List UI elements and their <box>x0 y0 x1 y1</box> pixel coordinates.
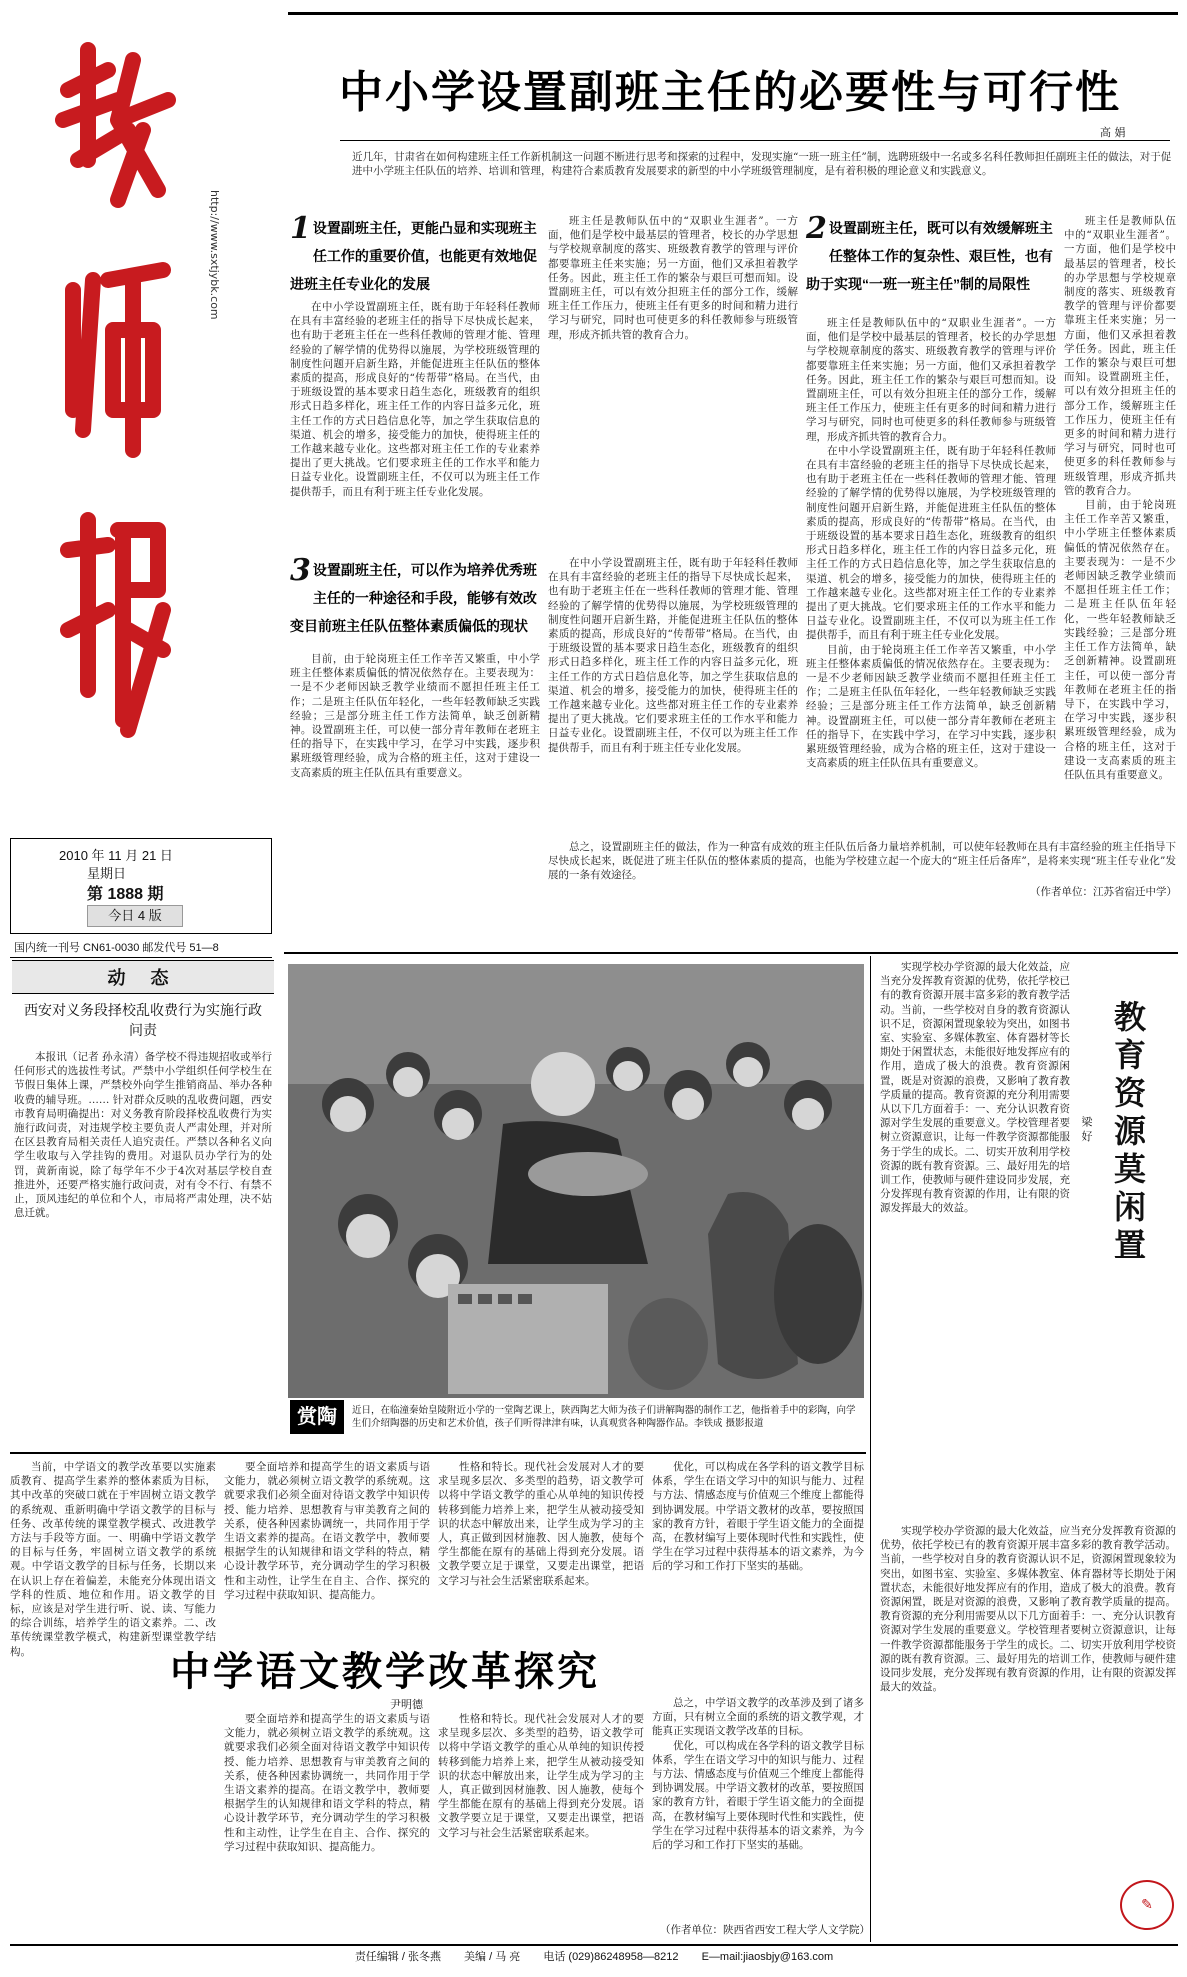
logo-calligraphy <box>48 30 178 830</box>
footer-layout: 美编 / 马 亮 <box>464 1951 521 1963</box>
section-heading: 设置副班主任，既可以有效缓解班主任整体工作的复杂性、艰巨性，也有助于实现“一班一班主任”制的局限性 <box>806 220 1053 292</box>
edu-article-title: 教育资源莫闲置 <box>1110 1000 1146 1266</box>
photo-label: 赏陶 <box>290 1400 344 1434</box>
footer-phone: 电话 (029)86248958—8212 <box>543 1951 679 1963</box>
section-number: 1 <box>290 211 311 246</box>
article2-col2 <box>224 1460 430 1630</box>
article1-s2-body-b <box>1064 214 1176 832</box>
paragraph: 要全面培养和提高学生的语文素质与语文能力，就必须树立语文教学的系统观。这就要求我们必须全面对待语文教学中知识传授、能力培养、思想教育与审美教育之间的关系，使各种因素协调统一，共同作用于学生语文素养的提高。在语文教学中，教师要根据学生的认知规律和语文学科的特点，精心设计教学环节，充分调动学生的学习积极性和主动性，让学生在自主、合作、探究的学习过程中获取知识、提高能力。 <box>224 1713 430 1853</box>
article1-s2-body-a <box>806 316 1056 832</box>
newspaper-logo <box>48 30 178 850</box>
issue-number: 第 1888 期 <box>87 886 164 903</box>
paragraph: 目前，由于轮岗班主任工作辛苦又繁重，中小学班主任整体素质偏低的情况依然存在。主要表现为：一是不少老师因缺乏教学业绩而不愿担任班主任工作；二是班主任队伍年轻化，一些年轻教师缺乏实践经验；三是部分班主任工作方法简单，缺乏创新精神。设置副班主任，可以使一部分青年教师在老班主任的指导下，在实践中学习，在学习中实践，逐步积累班级管理经验，成为合格的班主任，这对于建设一支高素质的班主任队伍具有重要意义。 <box>806 643 1056 770</box>
issue-date: 2010 年 11 月 21 日 <box>59 848 173 863</box>
article2-col4b <box>652 1696 864 1896</box>
article1-s1-body-b <box>548 214 798 550</box>
article2-col2b <box>224 1712 430 1938</box>
article1-s1-head <box>290 211 540 294</box>
paragraph: 优化，可以构成在各学科的语文教学目标体系，学生在语文学习中的知识与能力、过程与方法、情感态度与价值观三个维度上都能得到协调发展。中学语文教材的改革，要按照国家的教育方针，着眼于学生语文能力的全面提高，在教材编写上要体现时代性和实践性，使学生在学习过程中获得基本的语文素养，为今后的学习和工作打下坚实的基础。 <box>652 1461 864 1573</box>
caption-text: 近日，在临潼秦始皇陵附近小学的一堂陶艺课上，陕西陶艺大师为孩子们讲解陶器的制作工艺，他指着手中的彩陶，向学生们介绍陶器的历史和艺术价值，孩子们听得津津有味，认真观赏各种陶器作品。李铁成 摄影报道 <box>352 1405 856 1429</box>
article2-col3 <box>438 1460 644 1630</box>
paragraph: 在中小学设置副班主任，既有助于年轻科任教师在具有丰富经验的老班主任的指导下尽快成长起来，也有助于老班主任在一些科任教师的管理才能、管理经验的了解学情的优势得以施展，为学校班级管理的制度性问题开启新生路，并能促进班主任队伍的整体素质的提高，形成良好的“传帮带”格局。在当代，由于班级设置的基本要求日趋生态化，班级教育的组织形式日趋多样化，班主任工作的内容日益多元化，班主任工作的方式日趋信息化等，加之学生获取信息的渠道、机会的增多，接受能力的加快，使得班主任的工作越来越专业化。这些都对班主任工作的专业素养提出了更大挑战。它们要求班主任的工作水平和能力日益专业化。设置副班主任，不仅可以为班主任工作提供帮手，而且有利于班主任专业化发展。 <box>290 301 540 498</box>
article1-s3-body-a <box>290 652 540 834</box>
news-body <box>14 1050 272 1430</box>
article1-author: 高 娟 <box>1100 126 1126 139</box>
divider <box>284 952 1178 954</box>
paragraph: 性格和特长。现代社会发展对人才的要求呈现多层次、多类型的趋势，语文教学可以将中学语文教学的重心从单纯的知识传授转移到能力培养上来，把学生从被动接受知识的状态中解放出来，让学生成为学习的主人，真正做到因材施教、因人施教，使每个学生都能在原有的基础上得到充分发展。语文教学要立足于课堂，又要走出课堂，把语文学习与社会生活紧密联系起来。 <box>438 1713 644 1839</box>
article2-col1 <box>10 1460 216 1938</box>
registration-line: 国内统一刊号 CN61-0030 邮发代号 51—8 <box>10 936 272 958</box>
section-header-dongtai: 动 态 <box>12 960 274 994</box>
site-url: http://www.sxtjybk.com <box>208 190 221 320</box>
date-block <box>10 838 272 934</box>
divider <box>10 1452 866 1454</box>
photo-caption <box>288 1404 864 1448</box>
paragraph: 实现学校办学资源的最大化效益，应当充分发挥教育资源的优势，依托学校已有的教育资源开展丰富多彩的教育教学活动。当前，一些学校对自身的教育资源认识不足，资源闲置现象较为突出，如图书室、实验室、多媒体教室、体育器材等长期处于闲置状态，未能很好地发挥应有的作用，造成了极大的浪费。教育资源闲置，既是对资源的浪费，又影响了教育教学质量的提高。教育资源的充分利用需要从以下几方面着手：一、充分认识教育资源对学生发展的重要意义。学校管理者要树立资源意识，让每一件教学资源都能服务于学生的成长。二、切实开放利用学校资源的既有教育资源。三、最好用先的培训工作，使教师与硬件建设同步发展，充分发挥现有教育资源的作用，让有限的资源发挥最大的效益。 <box>880 961 1070 1215</box>
section-number: 2 <box>806 211 827 246</box>
article1-s3-head <box>290 553 540 648</box>
article1-lead: 近几年，甘肃省在如何构建班主任工作新机制这一问题不断进行思考和探索的过程中，发现实施“一班一班主任”制，选聘班级中一名或多名科任教师担任副班主任的做法，对于促进中小学班主任队伍的培养、培训和管理，构建符合素质教育发展要求的新型的中小学班级管理制度，是有着积极的理论意义和实践意义。 <box>352 151 1172 177</box>
paragraph: 班主任是教师队伍中的“双职业生涯者”。一方面，他们是学校中最基层的管理者，校长的办学思想与学校规章制度的落实、班级教育教学的管理与评价都要靠班主任来实施；另一方面，他们又承担着教学任务。因此，班主任工作的繁杂与艰巨可想而知。设置副班主任，可以有效分担班主任的部分工作，缓解班主任工作压力，使班主任有更多的时间和精力进行学习与研究，同时也可使更多的科任教师参与班级管理，形成齐抓共管的教育合力。 <box>806 317 1056 443</box>
paragraph: 优化，可以构成在各学科的语文教学目标体系，学生在语文学习中的知识与能力、过程与方法、情感态度与价值观三个维度上都能得到协调发展。中学语文教材的改革，要按照国家的教育方针，着眼于学生语文能力的全面提高，在教材编写上要体现时代性和实践性，使学生在学习过程中获得基本的语文素养，为今后的学习和工作打下坚实的基础。 <box>652 1739 864 1852</box>
paragraph: 当前，中学语文的教学改革要以实施素质教育、提高学生素养的整体素质为目标，其中改革的突破口就在于牢固树立语文教学的系统观、重新明确中学语文教学的目标与任务、改革传统的课堂教学模式、改进教学方法与手段等方面。一、明确中学语文教学的目标与任务，牢固树立语文教学的系统观。中学语文教学的目标与任务，长期以来在认识上存在着偏差，未能充分体现出语文学科的性质、地位和作用。语文教学的目标，应该是对学生进行听、说、读、写能力的综合训练，培养学生的语文素养。二、改革传统课堂教学模式，构建新型课堂教学结构。 <box>10 1461 216 1658</box>
paragraph: 班主任是教师队伍中的“双职业生涯者”。一方面，他们是学校中最基层的管理者，校长的办学思想与学校规章制度的落实、班级教育教学的管理与评价都要靠班主任来实施；另一方面，他们又承担着教学任务。因此，班主任工作的繁杂与艰巨可想而知。设置副班主任，可以有效分担班主任的部分工作，缓解班主任工作压力，使班主任有更多的时间和精力进行学习与研究，同时也可使更多的科任教师参与班级管理，形成齐抓共管的教育合力。 <box>1064 215 1176 497</box>
article2-author: 尹明德 <box>390 1698 423 1711</box>
section-heading: 设置副班主任，可以作为培养优秀班主任的一种途径和手段，能够有效改变目前班主任队伍整体素质偏低的现状 <box>290 562 537 634</box>
article2-affiliation: （作者单位：陕西省西安工程大学人文学院） <box>660 1924 870 1936</box>
edu-article-body-a <box>880 960 1070 1520</box>
news-title: 西安对义务段择校乱收费行为实施行政问责 <box>24 1002 262 1038</box>
paragraph: 班主任是教师队伍中的“双职业生涯者”。一方面，他们是学校中最基层的管理者，校长的办学思想与学校规章制度的落实、班级教育教学的管理与评价都要靠班主任来实施；另一方面，他们又承担着教学任务。因此，班主任工作的繁杂与艰巨可想而知。设置副班主任，可以有效分担班主任的部分工作，缓解班主任工作压力，使班主任有更多的时间和精力进行学习与研究，同时也可使更多的科任教师参与班级管理，形成齐抓共管的教育合力。 <box>548 215 798 341</box>
paragraph: 在中小学设置副班主任，既有助于年轻科任教师在具有丰富经验的老班主任的指导下尽快成长起来，也有助于老班主任在一些科任教师的管理才能、管理经验的了解学情的优势得以施展，为学校班级管理的制度性问题开启新生路，并能促进班主任队伍的整体素质的提高，形成良好的“传帮带”格局。在当代，由于班级设置的基本要求日趋生态化，班级教育的组织形式日趋多样化，班主任工作的内容日益多元化，班主任工作的方式日趋信息化等，加之学生获取信息的渠道、机会的增多，接受能力的加快，使得班主任的工作越来越专业化。这些都对班主任工作的专业素养提出了更大挑战。它们要求班主任的工作水平和能力日益专业化。设置副班主任，不仅可以为班主任工作提供帮手，而且有利于班主任专业化发展。 <box>806 444 1056 642</box>
pottery-photo <box>288 964 864 1398</box>
divider <box>870 956 871 1942</box>
paragraph: 目前，由于轮岗班主任工作辛苦又繁重，中小学班主任整体素质偏低的情况依然存在。主要表现为：一是不少老师因缺乏教学业绩而不愿担任班主任工作；二是班主任队伍年轻化，一些年轻教师缺乏实践经验；三是部分班主任工作方法简单，缺乏创新精神。设置副班主任，可以使一部分青年教师在老班主任的指导下，在实践中学习，在学习中实践，逐步积累班级管理经验，成为合格的班主任，这对于建设一支高素质的班主任队伍具有重要意义。 <box>290 653 540 779</box>
article2-title: 中学语文教学改革探究 <box>170 1650 600 1694</box>
weekday: 星期日 <box>87 866 127 881</box>
article1-title: 中小学设置副班主任的必要性与可行性 <box>339 68 1121 117</box>
paragraph: 总之，中学语文教学的改革涉及到了诸多方面，只有树立全面的系统的语文教学观，才能真正实现语文教学改革的目标。 <box>652 1697 864 1738</box>
section-heading: 设置副班主任，更能凸显和实现班主任工作的重要价值，也能更有效地促进班主任专业化的发展 <box>290 220 537 292</box>
pages-badge: 今日 4 版 <box>87 905 183 927</box>
news-paragraph: 本报讯（记者 孙永清）备学校不得违规招收或举行任何形式的选拔性考试。严禁中小学组织任何学校生在节假日集体上课，严禁校外向学生推销商品、举办各种收费的辅导班。…… 针对群众反映的乱收费问题，西安市教育局明确提出：对义务教育阶段择校乱收费行为实施行政问责，对违规学校主要负责人严肃处理，并对所在区县教育局相关责任人追究责任。严禁以各种名义向学生收取与入学挂钩的费用。对退队员办学行为的处罚，黄新南说，除了每学年不少于4次对基层学校自查推进外，还要严格实施行政问责，对有令不行、有禁不止，顶风违纪的单位和个人，市局将严肃处理，决不姑息迁就。 <box>14 1051 272 1220</box>
paragraph: 性格和特长。现代社会发展对人才的要求呈现多层次、多类型的趋势，语文教学可以将中学语文教学的重心从单纯的知识传授转移到能力培养上来，把学生从被动接受知识的状态中解放出来，让学生成为学习的主人，真正做到因材施教、因人施教，使每个学生都能在原有的基础上得到充分发展。语文教学要立足于课堂，又要走出课堂，把语文学习与社会生活紧密联系起来。 <box>438 1461 644 1587</box>
paragraph: 在中小学设置副班主任，既有助于年轻科任教师在具有丰富经验的老班主任的指导下尽快成长起来，也有助于老班主任在一些科任教师的管理才能、管理经验的了解学情的优势得以施展，为学校班级管理的制度性问题开启新生路，并能促进班主任队伍的整体素质的提高，形成良好的“传帮带”格局。在当代，由于班级设置的基本要求日趋生态化，班级教育的组织形式日趋多样化，班主任工作的内容日益多元化，班主任工作的方式日趋信息化等，加之学生获取信息的渠道、机会的增多，接受能力的加快，使得班主任的工作越来越专业化。这些都对班主任工作的专业素养提出了更大挑战。它们要求班主任的工作水平和能力日益专业化。设置副班主任，不仅可以为班主任工作提供帮手，而且有利于班主任专业化发展。 <box>548 557 798 754</box>
footer-email: E—mail:jiaosbjy@163.com <box>701 1951 834 1963</box>
pottery-photo-image <box>288 964 864 1398</box>
section-number: 3 <box>290 553 311 588</box>
footer <box>10 1944 1178 1970</box>
divider <box>340 140 1170 141</box>
edu-article-author: 梁 好 <box>1080 1116 1093 1142</box>
paragraph: 要全面培养和提高学生的语文素质与语文能力，就必须树立语文教学的系统观。这就要求我们必须全面对待语文教学中知识传授、能力培养、思想教育与审美教育之间的关系，使各种因素协调统一，共同作用于学生语文素养的提高。在语文教学中，教师要根据学生的认知规律和语文学科的特点，精心设计教学环节，充分调动学生的学习积极性和主动性，让学生在自主、合作、探究的学习过程中获取知识、提高能力。 <box>224 1461 430 1601</box>
article1-closing <box>548 840 1176 884</box>
paragraph: 目前，由于轮岗班主任工作辛苦又繁重，中小学班主任整体素质偏低的情况依然存在。主要表现为：一是不少老师因缺乏教学业绩而不愿担任班主任工作；二是班主任队伍年轻化，一些年轻教师缺乏实践经验；三是部分班主任工作方法简单，缺乏创新精神。设置副班主任，可以使一部分青年教师在老班主任的指导下，在实践中学习，在学习中实践，逐步积累班级管理经验，成为合格的班主任，这对于建设一支高素质的班主任队伍具有重要意义。 <box>1064 499 1176 781</box>
article1-s3-body-b <box>548 556 798 834</box>
edu-article-body-b <box>880 1524 1176 1936</box>
paragraph: 实现学校办学资源的最大化效益，应当充分发挥教育资源的优势，依托学校已有的教育资源开展丰富多彩的教育教学活动。当前，一些学校对自身的教育资源认识不足，资源闲置现象较为突出，如图书室、实验室、多媒体教室、体育器材等长期处于闲置状态，未能很好地发挥应有的作用，造成了极大的浪费。教育资源闲置，既是对资源的浪费，又影响了教育教学质量的提高。教育资源的充分利用需要从以下几方面着手：一、充分认识教育资源对学生发展的重要意义。学校管理者要树立资源意识，让每一件教学资源都能服务于学生的成长。二、切实开放利用学校资源的既有教育资源。三、最好用先的培训工作，使教师与硬件建设同步发展，充分发挥现有教育资源的作用，让有限的资源发挥最大的效益。 <box>880 1525 1176 1694</box>
article1-s2-head <box>806 211 1056 314</box>
paragraph: 总之，设置副班主任的做法，作为一种富有成效的班主任队伍后备力量培养机制，可以使年轻教师在具有丰富经验的班主任指导下尽快成长起来，既促进了班主任队伍的整体素质的提高，也能为学校建立起一个庞大的“班主任后备库”，是将来实现“班主任专业化”发展的一条有效途径。 <box>548 841 1176 882</box>
stamp-icon: ✎ <box>1120 1880 1174 1930</box>
article1-s1-body-a <box>290 300 540 550</box>
article2-col3b <box>438 1712 644 1938</box>
footer-editor: 责任编辑 / 张冬燕 <box>354 1951 441 1963</box>
article1-affiliation: （作者单位：江苏省宿迁中学） <box>1030 886 1177 898</box>
